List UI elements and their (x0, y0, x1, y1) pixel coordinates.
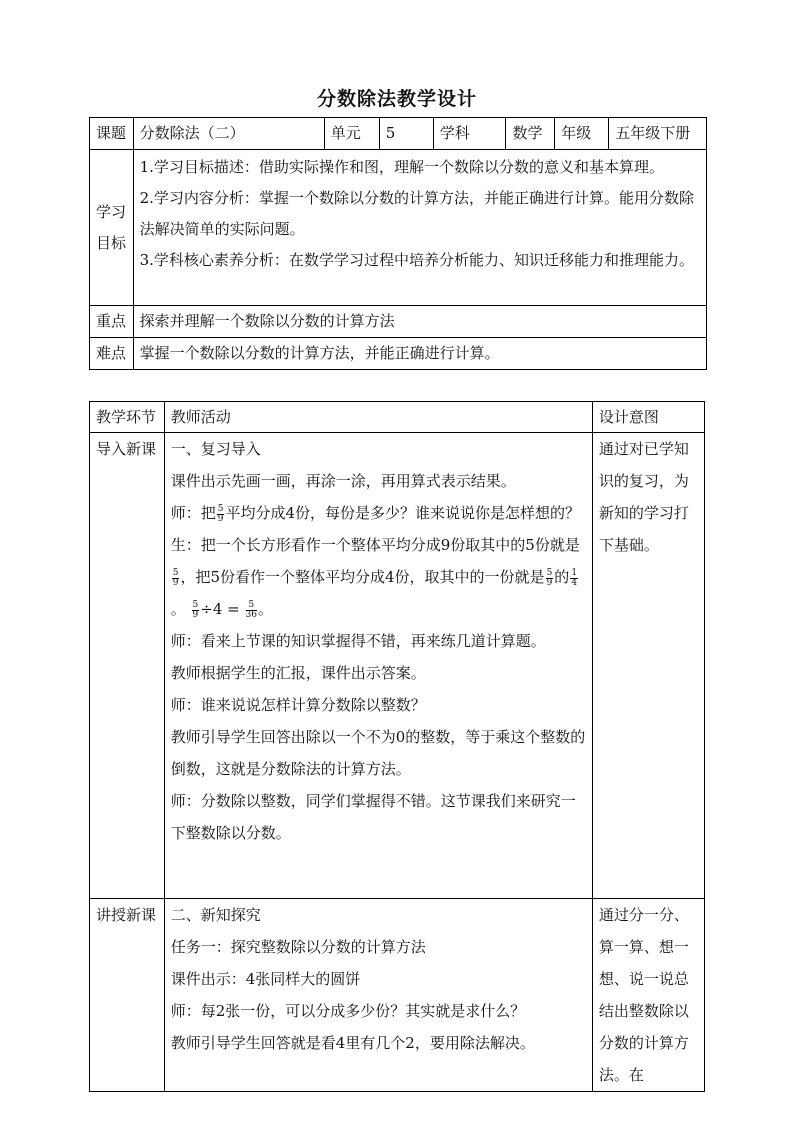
subject-label: 学科 (433, 118, 506, 150)
goals-label: 学习目标 (90, 150, 134, 306)
activity-line: 课件出示先画一画，再涂一涂，再用算式表示结果。 (170, 472, 516, 490)
grade-value: 五年级下册 (609, 118, 707, 150)
grade-label: 年级 (555, 118, 609, 150)
key-value: 探索并理解一个数除以分数的计算方法 (133, 306, 706, 338)
difficulty-label: 难点 (90, 338, 134, 370)
activity-cell (164, 433, 592, 899)
goal-item: 3.学科核心素养分析：在数学学习过程中培养分析能力、知识迁移能力和推理能力。 (139, 251, 694, 269)
activity-cell (164, 899, 592, 1092)
stage-cell: 讲授新课 (90, 899, 165, 1092)
activity-line: 教师根据学生的汇报，课件出示答案。 (170, 664, 426, 682)
topic-value: 分数除法（二） (133, 118, 324, 150)
teaching-process-table (89, 401, 705, 1092)
fraction: $\frac{5}{9}$ (192, 599, 199, 620)
intent-cell: 通过分一分、算一算、想一想、说一说总结出整数除以分数的计算方法。在 (592, 899, 704, 1092)
activity-header: 教师活动 (164, 402, 592, 433)
stage-cell: 导入新课 (90, 433, 165, 899)
stage-header: 教学环节 (90, 402, 165, 433)
fraction: $\frac{5}{9}$ (546, 567, 553, 588)
activity-line: 一、复习导入 (170, 440, 261, 458)
activity-line: 生：把一个长方形看作一个整体平均分成9份取其中的5份就是 $\frac{5}{9}$ ，把5份看作一个整体平均分成4份，取其中的一份就是 $\frac{5}{9}$ 的 $\frac{1}{4}$ 。 $\frac{5}{9}$ ÷4 = $\frac{5}{36}$ 。 (170, 536, 580, 620)
key-label: 重点 (90, 306, 134, 338)
activity-line: 二、新知探究 (170, 906, 261, 924)
fraction: $\frac{5}{9}$ (172, 567, 179, 588)
activity-line: 师：谁来说说怎样计算分数除以整数？ (170, 696, 426, 714)
activity-line: 教师引导学生回答出除以一个不为0的整数，等于乘这个整数的倒数，这就是分数除法的计算方法。 (170, 728, 586, 778)
intent-header: 设计意图 (592, 402, 704, 433)
activity-line: 师：分数除以整数，同学们掌握得不错。这节课我们来研究一下整数除以分数。 (170, 792, 576, 842)
fraction: $\frac{1}{4}$ (571, 567, 578, 588)
topic-label: 课题 (90, 118, 134, 150)
subject-value: 数学 (506, 118, 555, 150)
intent-cell: 通过对已学知识的复习，为新知的学习打下基础。 (592, 433, 704, 899)
lesson-info-table (89, 117, 707, 370)
activity-line: 师：每2张一份，可以分成多少份？其实就是求什么？ (170, 1002, 526, 1020)
fraction: $\frac{5}{36}$ (245, 599, 257, 620)
goals-content (133, 150, 706, 306)
activity-line: 课件出示：4张同样大的圆饼 (170, 970, 361, 988)
unit-value: 5 (379, 118, 433, 150)
document-title: 分数除法教学设计 (316, 88, 477, 110)
unit-label: 单元 (324, 118, 379, 150)
activity-line: 任务一：探究整数除以分数的计算方法 (170, 938, 426, 956)
activity-line: 教师引导学生回答就是看4里有几个2，要用除法解决。 (170, 1034, 535, 1052)
difficulty-value: 掌握一个数除以分数的计算方法，并能正确进行计算。 (133, 338, 706, 370)
goal-item: 1.学习目标描述：借助实际操作和图，理解一个数除以分数的意义和基本算理。 (139, 158, 664, 176)
activity-line: 师：把 $\frac{5}{9}$ 平均分成4份，每份是多少？谁来说说你是怎样想的？ (170, 503, 581, 524)
fraction: $\frac{5}{9}$ (217, 503, 224, 524)
goal-item: 2.学习内容分析：掌握一个数除以分数的计算方法，并能正确进行计算。能用分数除法解决简单的实际问题。 (139, 189, 694, 238)
activity-line: 师：看来上节课的知识掌握得不错，再来练几道计算题。 (170, 632, 546, 650)
